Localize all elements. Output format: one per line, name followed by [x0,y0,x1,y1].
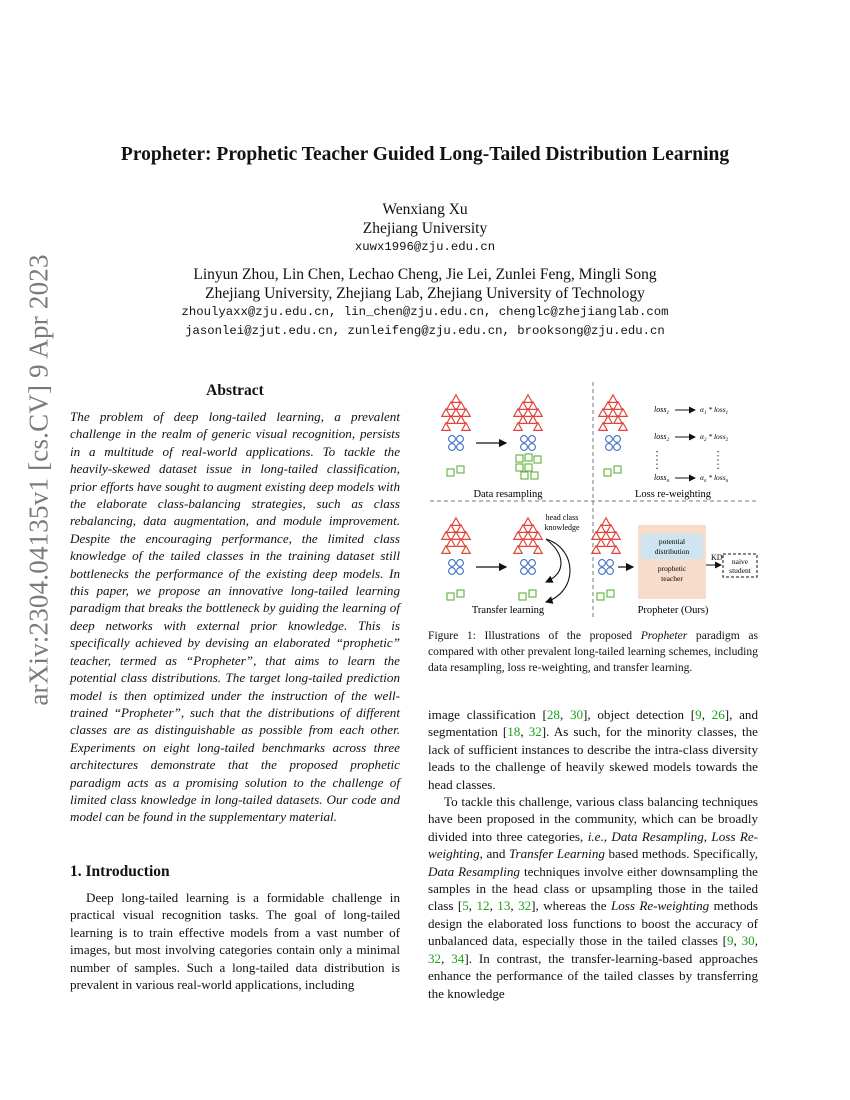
square-sample [457,466,464,473]
text-run: , [520,724,529,740]
circle-sample [521,436,528,443]
text-run: , [468,898,477,914]
circle-sample [521,568,528,575]
caption-name: Propheter [640,629,688,642]
weighted-loss-1: $\alpha_1$ * loss$_1$ [700,405,729,416]
text-run: ], object detection [ [583,707,696,722]
caption-prefix: Figure 1: Illustrations of the proposed [428,629,641,642]
text-run: , [489,898,498,914]
text-run: ], and segmentation [ [428,707,759,740]
circle-sample [599,560,606,567]
text-run: Loss Re-weighting [428,828,758,862]
paper-title: Propheter: Prophetic Teacher Guided Long-Tailed Distribution Learning [120,144,730,165]
citation-link[interactable]: 30 [569,707,584,722]
text-run: Transfer Learning [508,846,605,862]
figure-diagram [428,377,758,622]
text-run: , [733,933,742,949]
distribution-label: distribution [654,547,690,556]
square-sample [604,469,611,476]
student-label-2: student [729,566,751,575]
circle-sample [449,444,456,451]
arxiv-id: arXiv:2304.04135v1 [cs.CV] 9 Apr 2023 [23,254,54,706]
circle-sample [529,436,536,443]
circle-sample [449,568,456,575]
loss-term-n: loss$_n$ [654,473,670,484]
triangle-sample [524,395,532,403]
text-run: image classification [ [428,707,547,722]
head-knowledge-label: head class [545,513,579,522]
citation-link[interactable]: 32 [528,724,542,740]
loss-term-1: loss$_1$ [654,405,670,416]
text-run: To tackle this challenge, various class balancing techniques have been proposed in the community, which can be broadly divided into three categories, [428,794,758,844]
citation-link[interactable]: 30 [741,933,755,949]
square-sample [516,464,523,471]
square-sample [534,456,541,463]
right-column-text [428,706,758,1002]
square-sample [531,472,538,479]
circle-sample [606,444,613,451]
text-run: ], whereas the [531,898,611,914]
teacher-label-2: teacher [661,574,683,583]
author-line: Linyun Zhou, Lin Chen, Lechao Cheng, Jie Lei, Zunlei Feng, Mingli Song [193,266,657,283]
square-sample [614,466,621,473]
weighted-loss-2: $\alpha_2$ * loss$_2$ [700,432,729,443]
triangle-sample [452,395,460,403]
text-run: Data Resampling [428,863,520,879]
body-paragraph [428,706,758,793]
text-run: , [510,898,519,914]
author-email: jasonlei@zjut.edu.cn, zunleifeng@zju.edu.cn, brooksong@zju.edu.cn [185,324,665,338]
text-run: i.e [587,828,601,844]
square-sample [519,593,526,600]
circle-sample [457,568,464,575]
kd-label: KD [711,553,723,562]
circle-sample [529,444,536,451]
circle-sample [606,436,613,443]
author-line: Wenxiang Xu [382,201,468,218]
citation-link[interactable]: 13 [497,898,511,914]
intro-text [70,889,400,993]
circle-sample [457,444,464,451]
square-sample [447,593,454,600]
potential-label: potential [658,537,686,546]
text-run: based methods. Specifically, [604,846,758,862]
text-run: techniques involve either downsampling the samples in the head class or upsampling those in the tailed class [ [428,863,758,914]
square-sample [525,454,532,461]
circle-sample [521,560,528,567]
text-run: methods design the elaborated loss functions to boost the accuracy of unbalanced data, especially those in the tailed classes [ [428,898,759,949]
citation-link[interactable]: 9 [695,707,702,722]
author-line: Zhejiang University, Zhejiang Lab, Zhejiang University of Technology [205,285,645,302]
circle-sample [607,560,614,567]
citation-link[interactable]: 18 [507,724,521,740]
text-run: , [703,828,712,844]
circle-sample [529,560,536,567]
citation-link[interactable]: 26 [711,707,725,722]
square-sample [529,590,536,597]
square-sample [521,472,528,479]
circle-sample [614,436,621,443]
triangle-sample [602,518,610,526]
text-run: ]. In contrast, the transfer-learning-based approaches enhance the performance of the tailed classes by transferring the knowledge [428,950,758,1001]
body-paragraph [428,793,758,1002]
triangle-sample [524,518,532,526]
loss-term-2: loss$_2$ [654,432,670,443]
panel-label-transfer: Transfer learning [471,605,545,616]
text-run: ., [600,828,612,844]
citation-link[interactable]: 5 [462,898,469,914]
arxiv-watermark [23,254,54,706]
square-sample [447,469,454,476]
student-label: naive [731,557,749,566]
figure-caption [428,628,758,676]
author-block [0,200,850,341]
text-run: , [754,933,758,949]
circle-sample [457,560,464,567]
circle-sample [521,444,528,451]
weighted-loss-n: $\alpha_n$ * loss$_n$ [700,473,729,484]
author-gap [0,257,850,265]
text-run: , [701,707,712,722]
circle-sample [449,436,456,443]
text-run: Loss Re-weighting [610,898,710,914]
circle-sample [449,560,456,567]
text-run: , [441,950,452,966]
triangle-sample [609,395,617,403]
circle-sample [599,568,606,575]
text-run: ]. As such, for the minority classes, the lack of sufficient instances to describe the intra-class diversity leads to the challenge of heavily skewed models towards the head classes. [428,724,758,792]
citation-link[interactable]: 12 [476,898,490,914]
square-sample [516,455,523,462]
citation-link[interactable]: 32 [518,898,532,914]
caption-suffix: paradigm as compared with other prevalent long-tailed learning schemes, including data resampling, loss re-weighting, and transfer learning. [428,629,758,674]
panel-label-propheter: Propheter (Ours) [637,605,709,616]
circle-sample [529,568,536,575]
square-sample [525,464,532,471]
abstract-heading: Abstract [206,382,264,399]
circle-sample [614,444,621,451]
citation-link[interactable]: 28 [546,707,560,722]
citation-link[interactable]: 32 [428,950,442,966]
intro-heading: 1. Introduction [70,863,170,880]
intro-paragraph: Deep long-tailed learning is a formidable challenge in practical visual recognition tasks. The goal of long-tailed learning is to train effective models from a vast number of images, but most involving categories contain only a minimal number of samples. Such a long-tailed data distribution is prevalent in various real-world applications, including [70,890,400,993]
text-run: Data Resampling [611,828,704,844]
circle-sample [457,436,464,443]
square-sample [457,590,464,597]
author-email: zhoulyaxx@zju.edu.cn, lin_chen@zju.edu.cn, chenglc@zhejianglab.com [181,305,669,319]
knowledge-curve-1 [546,539,570,602]
square-sample [597,593,604,600]
text-run: , [559,707,570,722]
teacher-label: prophetic [657,564,687,573]
citation-link[interactable]: 34 [451,950,465,966]
square-sample [607,590,614,597]
triangle-sample [452,518,460,526]
text-run: , and [479,846,509,862]
citation-link[interactable]: 9 [727,933,734,949]
head-knowledge-label-2: knowledge [544,523,580,532]
abstract-text: The problem of deep long-tailed learning, a prevalent challenge in the realm of generic visual recognition, persists in a multitude of real-world applications. To tackle the heavily-skewed dataset issue in long-tailed classification, prior efforts have sought to augment existing deep models with the elaborate class-balancing strategies, such as class rebalancing, data augmentation, and module improvement. Despite the encouraging performance, the limited class knowledge of the tailed classes in the training dataset still bottlenecks the performance of the existing deep models. In this paper, we propose an innovative long-tailed learning paradigm that breaks the bottleneck by guiding the learning of deep networks with external prior knowledge. This is specifically achieved by devising an elaborated “prophetic” teacher, termed as “Propheter”, that aims to learn the potential class distributions. The target long-tailed prediction model is then optimized under the instruction of the well-trained “Propheter”, such that the distributions of different classes are as distinguishable as possible from each other. Experiments on eight long-tailed benchmarks across three architectures demonstrate that the proposed prophetic paradigm acts as a promising solution to the challenge of limited class knowledge in long-tailed datasets. Our code and model can be found in the supplementary material. [70,409,400,825]
panel-label-resampling: Data resampling [473,489,543,500]
author-email: xuwx1996@zju.edu.cn [354,240,496,254]
circle-sample [607,568,614,575]
panel-label-reweighting: Loss re-weighting [634,489,712,500]
figure-1 [428,377,758,622]
author-line: Zhejiang University [362,220,488,237]
